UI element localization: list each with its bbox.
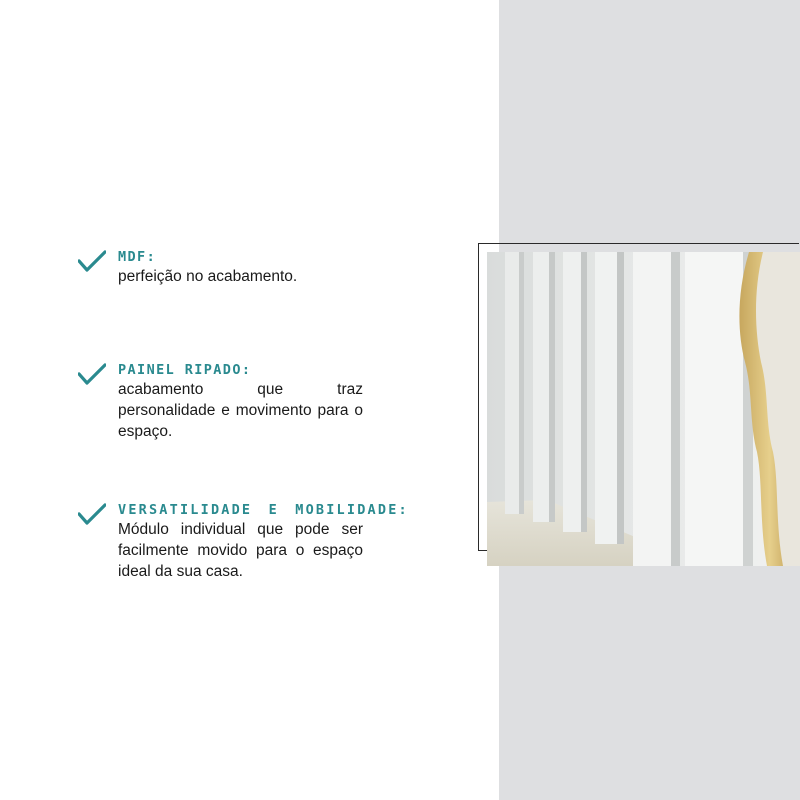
feature-title: VERSATILIDADE E MOBILIDADE:	[118, 502, 409, 518]
feature-title: PAINEL RIPADO:	[118, 362, 252, 378]
feature-description: acabamento que traz personalidade e movimento para o espaço.	[118, 381, 363, 440]
feature-text	[118, 501, 409, 582]
slatted-panel-photo	[487, 252, 800, 566]
check-icon	[78, 503, 106, 527]
check-icon	[78, 250, 106, 274]
feature-description: perfeição no acabamento.	[118, 268, 298, 285]
feature-text	[118, 361, 363, 442]
feature-text	[118, 248, 363, 287]
feature-description: Módulo individual que pode ser facilmente movido para o espaço ideal da sua casa.	[118, 521, 363, 580]
check-icon	[78, 363, 106, 387]
feature-title: MDF:	[118, 249, 157, 265]
